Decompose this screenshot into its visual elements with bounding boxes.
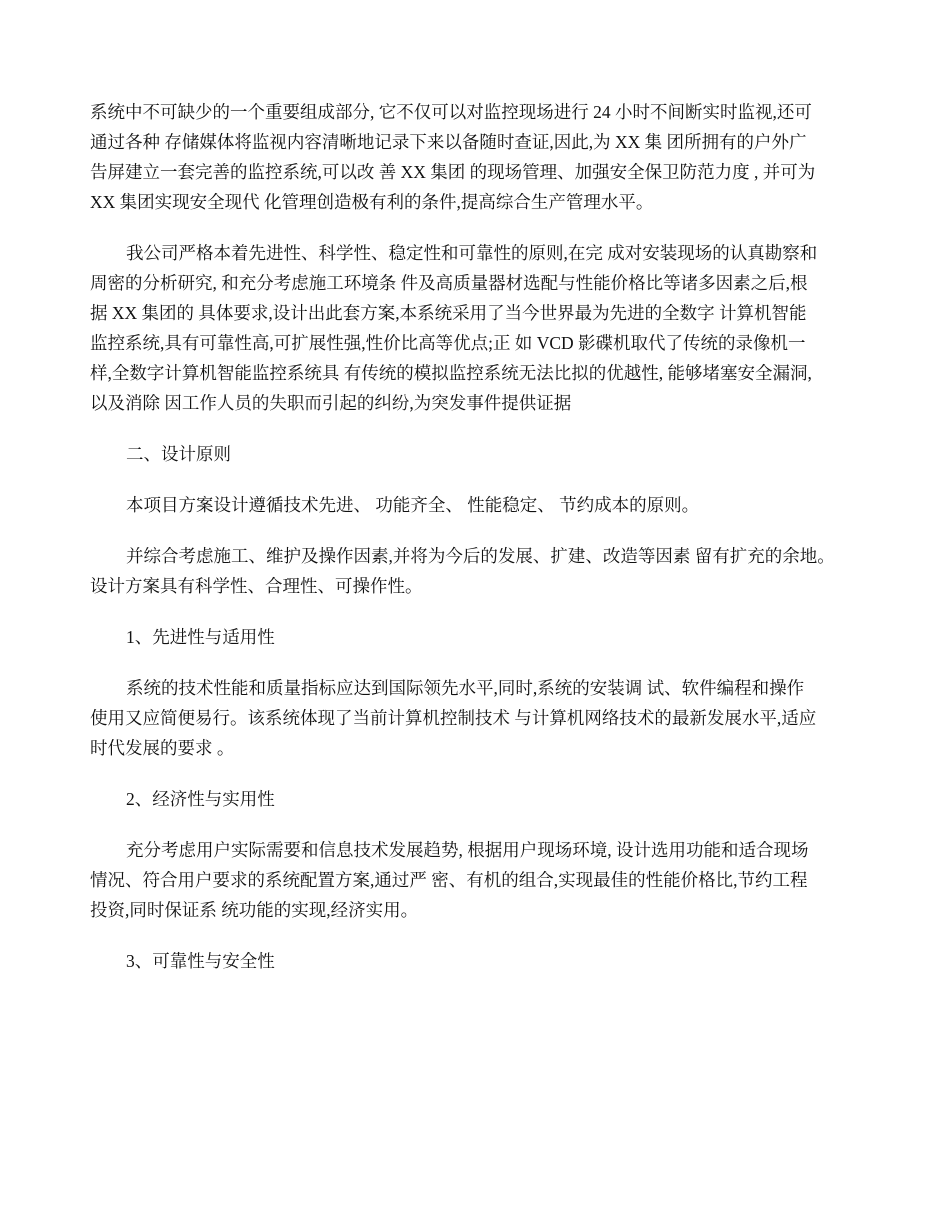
text-line: XX 集团实现安全现代 化管理创造极有利的条件,提高综合生产管理水平。	[90, 192, 654, 212]
text-line: 我公司严格本着先进性、科学性、稳定性和可靠性的原则,在完 成对安装现场的认真勘察和	[126, 243, 818, 263]
subsection-heading-reliability-security: 3、可靠性与安全性	[126, 951, 275, 971]
text-line: 系统的技术性能和质量指标应达到国际领先水平,同时,系统的安装调 试、软件编程和操作	[126, 678, 805, 698]
section-heading-design-principles: 二、设计原则	[126, 444, 231, 464]
subsection-heading-economic-practical: 2、经济性与实用性	[126, 789, 275, 809]
paragraph-economic-practical	[90, 835, 870, 925]
text-line: 系统中不可缺少的一个重要组成部分, 它不仅可以对监控现场进行 24 小时不间断实时监视,还可	[90, 102, 812, 122]
text-line: 设计方案具有科学性、合理性、可操作性。	[90, 576, 423, 596]
document-body	[90, 97, 870, 997]
text-line: 据 XX 集团的 具体要求,设计出此套方案,本系统采用了当今世界最为先进的全数字 计算机智能	[90, 303, 807, 323]
text-line: 以及消除 因工作人员的失职而引起的纠纷,为突发事件提供证据	[90, 393, 572, 413]
text-line: 并综合考虑施工、维护及操作因素,并将为今后的发展、扩建、改造等因素 留有扩充的余地。	[126, 546, 835, 566]
text-line: 告屏建立一套完善的监控系统,可以改 善 XX 集团 的现场管理、加强安全保卫防范力度 , 并可为	[90, 162, 816, 182]
text-line: 周密的分析研究, 和充分考虑施工环境条 件及高质量器材选配与性能价格比等诸多因素之后,根	[90, 273, 808, 293]
text-line: 时代发展的要求 。	[90, 738, 235, 758]
text-line: 情况、符合用户要求的系统配置方案,通过严 密、有机的组合,实现最佳的性能价格比,节约工程	[90, 870, 808, 890]
paragraph-design-factors	[90, 541, 870, 601]
text-line: 样,全数字计算机智能监控系统具 有传统的模拟监控系统无法比拟的优越性, 能够堵塞安全漏洞,	[90, 363, 812, 383]
text-line: 本项目方案设计遵循技术先进、 功能齐全、 性能稳定、 节约成本的原则。	[126, 495, 700, 515]
paragraph-intro	[90, 97, 870, 217]
subsection-heading-advanced-applicable: 1、先进性与适用性	[126, 627, 275, 647]
text-line: 监控系统,具有可靠性高,可扩展性强,性价比高等优点;正 如 VCD 影碟机取代了传统的录像机一	[90, 333, 806, 353]
text-line: 使用又应简便易行。该系统体现了当前计算机控制技术 与计算机网络技术的最新发展水平,适应	[90, 708, 817, 728]
text-line: 充分考虑用户实际需要和信息技术发展趋势, 根据用户现场环境, 设计选用功能和适合现场	[126, 840, 809, 860]
paragraph-advanced-applicable	[90, 673, 870, 763]
paragraph-company-principles	[90, 238, 870, 418]
text-line: 投资,同时保证系 统功能的实现,经济实用。	[90, 900, 419, 920]
paragraph-design-basis	[90, 490, 870, 520]
text-line: 通过各种 存储媒体将监视内容清晰地记录下来以备随时查证,因此,为 XX 集 团所拥有的户外广	[90, 132, 807, 152]
